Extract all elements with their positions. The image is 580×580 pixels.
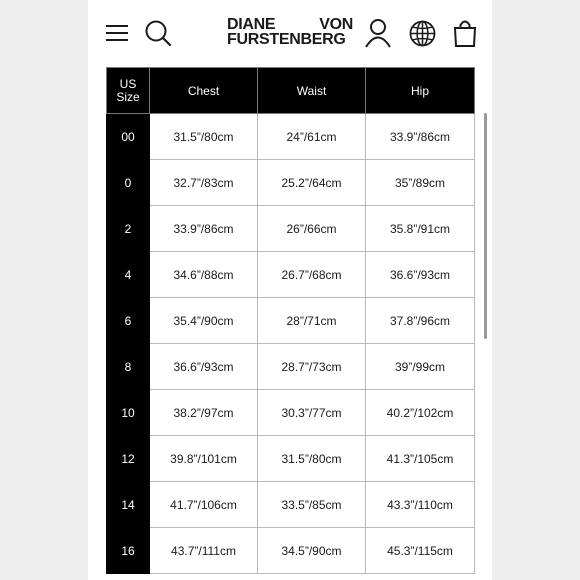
chest-cell: 39.8”/101cm	[150, 436, 258, 482]
table-row	[107, 528, 475, 574]
hip-cell: 39”/99cm	[366, 344, 475, 390]
size-cell: 10	[107, 390, 150, 436]
waist-cell: 28.7”/73cm	[258, 344, 366, 390]
table-header-row	[107, 68, 475, 114]
size-cell: 00	[107, 114, 150, 160]
hip-cell: 35”/89cm	[366, 160, 475, 206]
column-header-hip: Hip	[366, 68, 475, 114]
chest-cell: 33.9”/86cm	[150, 206, 258, 252]
brand-logo[interactable]	[227, 17, 353, 49]
scrollbar-thumb[interactable]	[484, 113, 487, 339]
brand-word-diane: DIANE	[227, 16, 276, 33]
hip-cell: 35.8”/91cm	[366, 206, 475, 252]
table-row	[107, 344, 475, 390]
waist-cell: 26.7”/68cm	[258, 252, 366, 298]
table-row	[107, 252, 475, 298]
hip-cell: 45.3”/115cm	[366, 528, 475, 574]
chest-cell: 32.7”/83cm	[150, 160, 258, 206]
table-row	[107, 206, 475, 252]
hip-cell: 33.9”/86cm	[366, 114, 475, 160]
column-header-chest: Chest	[150, 68, 258, 114]
waist-cell: 26”/66cm	[258, 206, 366, 252]
hip-cell: 37.8”/96cm	[366, 298, 475, 344]
chest-cell: 41.7”/106cm	[150, 482, 258, 528]
search-icon[interactable]	[142, 17, 174, 49]
waist-cell: 33.5”/85cm	[258, 482, 366, 528]
shopping-bag-icon[interactable]	[449, 17, 481, 49]
waist-cell: 28”/71cm	[258, 298, 366, 344]
table-row	[107, 482, 475, 528]
site-header	[88, 0, 492, 64]
waist-cell: 30.3”/77cm	[258, 390, 366, 436]
size-cell: 6	[107, 298, 150, 344]
waist-cell: 25.2”/64cm	[258, 160, 366, 206]
column-header-waist: Waist	[258, 68, 366, 114]
table-row	[107, 390, 475, 436]
size-cell: 16	[107, 528, 150, 574]
mobile-page	[88, 0, 492, 580]
size-cell: 2	[107, 206, 150, 252]
column-header-text: US Size	[116, 76, 140, 104]
hip-cell: 40.2”/102cm	[366, 390, 475, 436]
brand-word-von: VON	[319, 16, 353, 33]
hip-cell: 41.3”/105cm	[366, 436, 475, 482]
globe-icon[interactable]	[406, 17, 438, 49]
chest-cell: 31.5”/80cm	[150, 114, 258, 160]
table-row	[107, 114, 475, 160]
chest-cell: 35.4”/90cm	[150, 298, 258, 344]
waist-cell: 24”/61cm	[258, 114, 366, 160]
size-cell: 12	[107, 436, 150, 482]
size-cell: 0	[107, 160, 150, 206]
brand-word-furstenberg: FURSTENBERG	[227, 31, 346, 48]
size-cell: 14	[107, 482, 150, 528]
waist-cell: 34.5”/90cm	[258, 528, 366, 574]
size-cell: 4	[107, 252, 150, 298]
column-header-us-size	[107, 68, 150, 114]
hip-cell: 43.3”/110cm	[366, 482, 475, 528]
chest-cell: 43.7”/111cm	[150, 528, 258, 574]
chest-cell: 34.6”/88cm	[150, 252, 258, 298]
user-icon[interactable]	[362, 17, 394, 49]
chest-cell: 36.6”/93cm	[150, 344, 258, 390]
table-row	[107, 160, 475, 206]
size-table	[106, 67, 475, 574]
hamburger-menu-icon[interactable]	[101, 17, 133, 49]
chest-cell: 38.2”/97cm	[150, 390, 258, 436]
hip-cell: 36.6”/93cm	[366, 252, 475, 298]
size-chart	[106, 67, 474, 574]
table-row	[107, 298, 475, 344]
table-row	[107, 436, 475, 482]
waist-cell: 31.5”/80cm	[258, 436, 366, 482]
size-cell: 8	[107, 344, 150, 390]
